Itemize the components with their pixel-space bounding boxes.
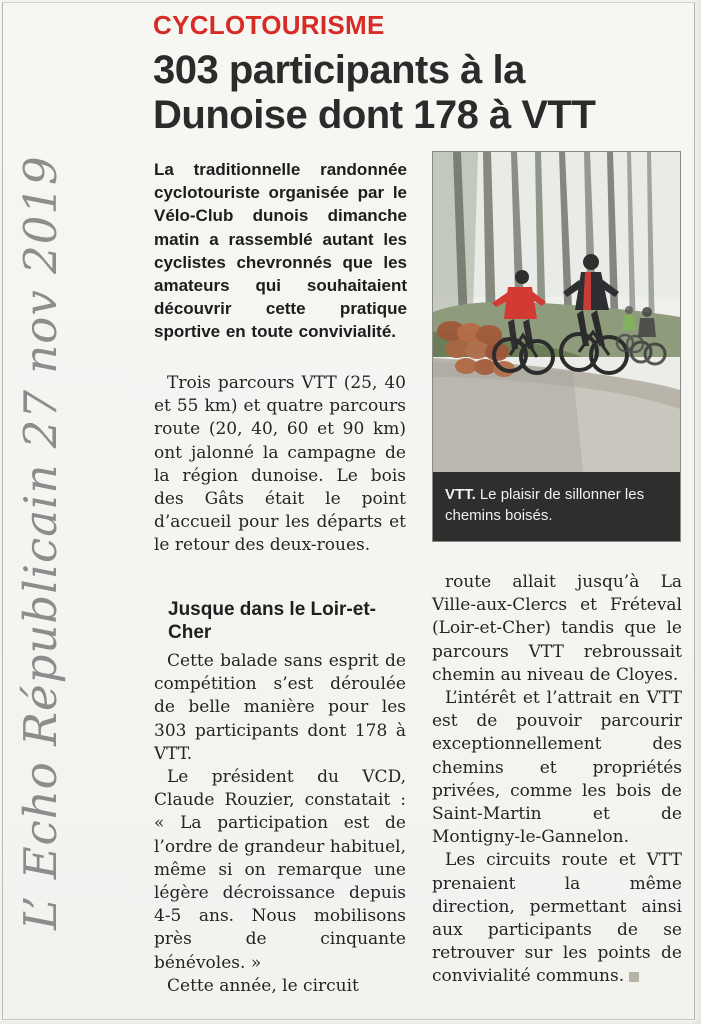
paragraph (432, 849, 682, 988)
paragraph: Trois parcours VTT (25, 40 et 55 km) et quatre parcours route (20, 40, 60 et 90 km) ont jalonné la campagne de la région dunoise. Le bois des Gâts était le point d’accueil pour les départs et le retour des deux-roues. (154, 373, 406, 556)
article-kicker: CYCLOTOURISME (153, 10, 385, 40)
photo-caption-label: VTT. (445, 486, 476, 503)
cycling-photo (433, 152, 680, 472)
subhead: Jusque dans le Loir-et-Cher (168, 599, 376, 643)
paragraph: Cette balade sans esprit de compétition s’est déroulée de belle manière pour les 303 participants dont 178 à VTT. (154, 651, 406, 764)
end-of-article-icon (629, 972, 639, 982)
page-shadow-right (693, 0, 701, 1024)
paragraph: Le président du VCD, Claude Rouzier, constatait : « La participation est de l’ordre de grandeur habituel, même si on remarque une légère décroissance depuis 4-5 ans. Nous mobilisons près de cinquante bénévoles. » (154, 767, 406, 973)
paragraph: L’intérêt et l’attrait en VTT est de pouvoir parcourir exceptionnellement des chemins et propriétés privées, comme les bois de Saint-Martin et de Montigny-le-Gannelon. (432, 688, 682, 848)
paragraph-text: Les circuits route et VTT prenaient la même direction, permettant ainsi aux participants de se retrouver sur les points de convivialité communs. (432, 850, 682, 987)
handwritten-margin-note: L’ Echo Républicain 27 nov 2019 (14, 155, 67, 930)
right-column-text (432, 571, 682, 989)
article-title: 303 participants à la Dunoise dont 178 à VTT (153, 48, 596, 137)
left-column-lower (154, 650, 406, 998)
page-shadow-bottom (0, 1020, 701, 1024)
article-lead: La traditionnelle randonnée cyclotouriste organisée par le Vélo-Club dunois dimanche matin a rassemblé autant les cyclistes chevronnés que les amateurs qui souhaitaient découvrir cette pratique sportive en toute convivialité. (154, 160, 407, 342)
photo-caption (433, 472, 680, 541)
paragraph: Cette année, le circuit (167, 975, 359, 996)
photo-box (432, 151, 681, 542)
paragraph: route allait jusqu’à La Ville-aux-Clercs et Fréteval (Loir-et-Cher) tandis que le parcours VTT rebroussait chemin au niveau de Cloyes. (432, 572, 682, 685)
left-column-upper (154, 372, 406, 558)
photo-caption-text: Le plaisir de sillonner les chemins boisés. (445, 486, 645, 524)
cycling-photo-illustration (433, 152, 680, 472)
